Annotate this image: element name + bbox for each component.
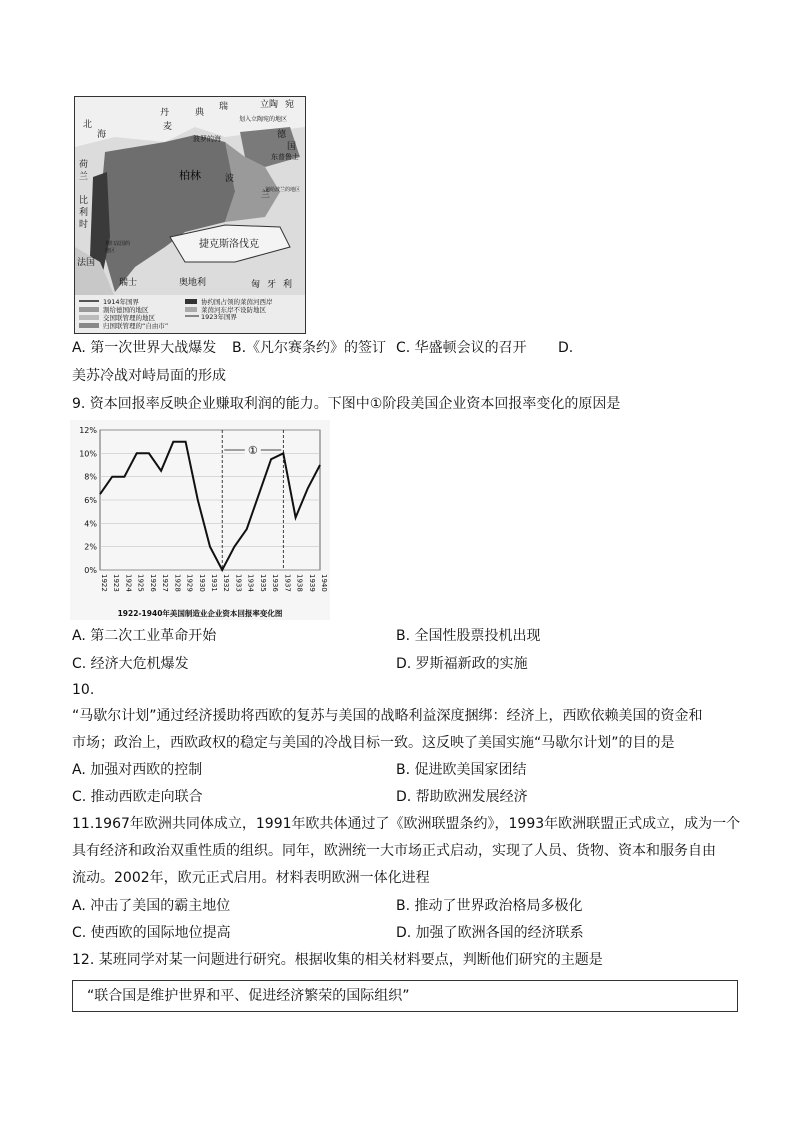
map-label: 荷 — [79, 160, 89, 170]
x-tick-label: 1932 — [222, 574, 231, 592]
y-tick-label: 8% — [84, 472, 97, 482]
q10-option-c[interactable]: C. 推动西欧走向联合 — [72, 789, 203, 805]
map-legend-item: 1923年国界 — [201, 313, 238, 321]
annotation-label: ① — [247, 444, 258, 457]
x-tick-label: 1923 — [112, 574, 121, 592]
map-legend-item: 莱茵河东岸不设防地区 — [201, 306, 266, 314]
q8-option-a[interactable]: A. 第一次世界大战爆发 — [72, 340, 217, 356]
x-tick-label: 1931 — [210, 574, 218, 592]
map-legend-item: 交国联管理的地区 — [103, 314, 155, 322]
map-label: 典 — [195, 108, 205, 118]
map-label: 波 — [225, 174, 235, 184]
y-tick-label: 10% — [79, 449, 97, 459]
q10-stem-line2: 市场；政治上，西欧政权的稳定与美国的冷战目标一致。这反映了美国实施“马歇尔计划”的目的是 — [72, 735, 675, 751]
map-label: 时 — [79, 220, 89, 230]
x-tick-label: 1930 — [197, 574, 206, 592]
q10-option-b[interactable]: B. 促进欧美国家团结 — [396, 762, 527, 778]
map-label: 德 — [277, 130, 287, 140]
y-tick-label: 12% — [79, 426, 97, 435]
map-legend-item: 1914年国界 — [103, 298, 140, 306]
roi-line-chart — [70, 420, 330, 620]
y-tick-label: 0% — [84, 566, 97, 575]
map-label: 划给波兰的地区 — [265, 187, 301, 193]
q9-option-b[interactable]: B. 全国性股票投机出现 — [396, 628, 541, 644]
x-tick-label: 1940 — [320, 574, 328, 592]
map-label: 丹 — [160, 108, 170, 118]
map-label: 奥地利 — [179, 278, 207, 288]
map-label: 立陶 — [260, 100, 279, 110]
map-legend-item: 归国联管理的“自由市” — [103, 322, 169, 330]
x-tick-label: 1935 — [258, 574, 267, 592]
map-label: 地区 — [105, 248, 116, 254]
x-tick-label: 1926 — [148, 574, 157, 592]
versailles-map — [75, 97, 305, 333]
q8-option-c[interactable]: C. 华盛顿会议的召开 — [396, 340, 527, 356]
q9-option-d[interactable]: D. 罗斯福新政的实施 — [396, 656, 528, 672]
x-tick-label: 1925 — [136, 574, 145, 592]
x-tick-label: 1939 — [307, 574, 316, 592]
q11-option-b[interactable]: B. 推动了世界政治格局多极化 — [396, 898, 583, 914]
map-label: 瑞 — [219, 102, 229, 112]
y-tick-label: 2% — [84, 542, 97, 552]
q12-stem: 12. 某班同学对某一问题进行研究。根据收集的相关材料要点，判断他们研究的主题是 — [72, 952, 603, 968]
map-label: 国 — [287, 142, 297, 152]
map-label: 瑞士 — [119, 278, 138, 288]
map-label: 兰 — [79, 172, 89, 182]
map-label: 宛 — [285, 100, 295, 110]
map-label: 波罗的海 — [193, 135, 221, 143]
q10-stem-line1: “马歇尔计划”通过经济援助将西欧的复苏与美国的战略利益深度捆绑：经济上，西欧依赖美国的资金和 — [72, 708, 703, 724]
map-label: 东普鲁士 — [271, 153, 299, 161]
x-tick-label: 1933 — [234, 574, 243, 592]
x-tick-label: 1927 — [161, 574, 170, 592]
q10-option-a[interactable]: A. 加强对西欧的控制 — [72, 762, 203, 778]
map-label: 比 — [79, 196, 89, 206]
map-label: 利 — [79, 208, 89, 218]
map-label: 麦 — [163, 122, 173, 132]
map-label: 海 — [97, 130, 107, 140]
map-label: 匈 — [251, 280, 261, 290]
x-tick-label: 1937 — [283, 574, 292, 592]
q12-material-text: “联合国是维护世界和平、促进经济繁荣的国际组织” — [87, 988, 410, 1004]
map-label: 捷克斯洛伐克 — [199, 239, 259, 250]
map-label: 牙 — [267, 280, 277, 290]
x-tick-label: 1922 — [100, 574, 108, 592]
q11-option-a[interactable]: A. 冲击了美国的霸主地位 — [72, 898, 231, 914]
q11-stem-line1: 11.1967年欧洲共同体成立，1991年欧共体通过了《欧洲联盟条约》，1993年欧洲联盟正式成立，成为一个 — [72, 816, 741, 832]
map-label: 法国 — [77, 258, 96, 268]
q12-material-box — [72, 980, 738, 1012]
q9-option-a[interactable]: A. 第二次工业革命开始 — [72, 628, 217, 644]
y-tick-label: 6% — [84, 496, 97, 505]
chart-title: 1922-1940年美国制造业企业资本回报率变化图 — [117, 609, 283, 618]
x-tick-label: 1938 — [295, 574, 304, 592]
map-label: 划入立陶宛的地区 — [239, 116, 288, 123]
q10-option-d[interactable]: D. 帮助欧洲发展经济 — [396, 789, 528, 805]
q8-option-d[interactable]: D. — [558, 340, 574, 356]
map-label: 兰 — [261, 190, 271, 200]
map-label: 柏林 — [179, 169, 201, 182]
q11-stem-line2: 具有经济和政治双重性质的组织。同年，欧洲统一大市场正式启动，实现了人员、货物、资本和服务自由 — [72, 843, 716, 859]
q9-stem: 9. 资本回报率反映企业赚取利润的能力。下图中①阶段美国企业资本回报率变化的原因是 — [72, 396, 621, 412]
x-tick-label: 1924 — [124, 574, 133, 592]
y-tick-label: 4% — [84, 519, 97, 529]
map-figure — [74, 96, 306, 334]
map-label: 利 — [283, 280, 293, 290]
x-tick-label: 1929 — [185, 574, 194, 592]
q8-option-b[interactable]: B.《凡尔赛条约》的签订 — [232, 340, 387, 356]
map-label: 北 — [83, 120, 93, 130]
q11-option-c[interactable]: C. 使西欧的国际地位提高 — [72, 925, 231, 941]
q11-stem-line3: 流动。2002年，欧元正式启用。材料表明欧洲一体化进程 — [72, 870, 430, 886]
map-label: 划归法国的 — [105, 241, 131, 247]
q11-option-d[interactable]: D. 加强了欧洲各国的经济联系 — [396, 925, 584, 941]
map-legend-item: 割给德国的地区 — [103, 306, 149, 314]
q9-option-c[interactable]: C. 经济大危机爆发 — [72, 656, 189, 672]
map-legend-item: 协约国占领的莱茵河西岸 — [201, 298, 273, 306]
q9-chart — [70, 420, 330, 620]
x-tick-label: 1934 — [246, 574, 255, 592]
x-tick-label: 1928 — [173, 574, 182, 592]
q8-option-d-text: 美苏冷战对峙局面的形成 — [72, 368, 226, 384]
q10-number: 10. — [72, 682, 95, 698]
x-tick-label: 1936 — [271, 574, 280, 592]
